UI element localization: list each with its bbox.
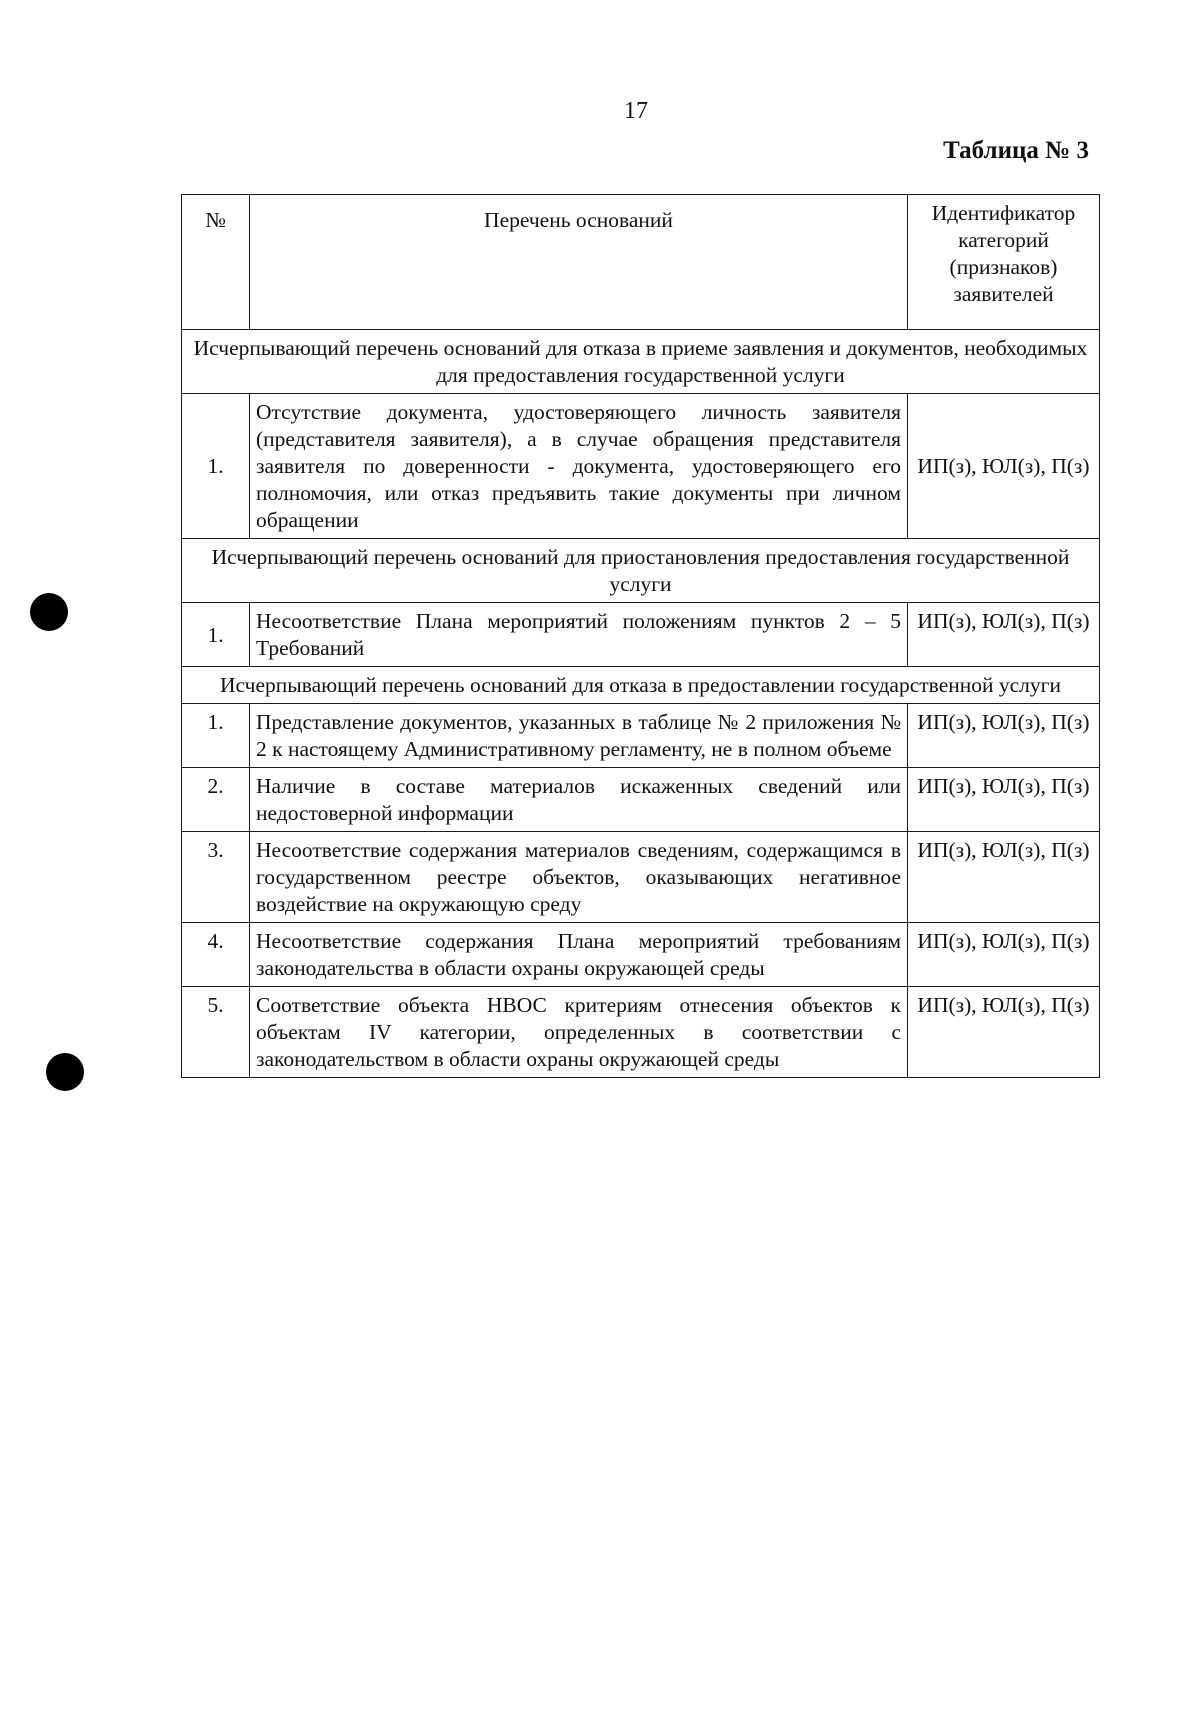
binder-hole <box>30 593 68 631</box>
section-title: Исчерпывающий перечень оснований для отказа в предоставлении государственной услуги <box>182 667 1100 704</box>
row-num: 1. <box>182 603 250 667</box>
row-identifier: ИП(з), ЮЛ(з), П(з) <box>908 394 1100 539</box>
header-num: № <box>182 195 250 330</box>
table-caption: Таблица № 3 <box>943 137 1089 164</box>
row-num: 2. <box>182 768 250 832</box>
row-identifier: ИП(з), ЮЛ(з), П(з) <box>908 768 1100 832</box>
row-text: Несоответствие Плана мероприятий положениям пунктов 2 – 5 Требований <box>250 603 908 667</box>
section-title: Исчерпывающий перечень оснований для приостановления предоставления государственной услуги <box>182 539 1100 603</box>
table-row <box>182 768 1100 832</box>
table-row <box>182 987 1100 1078</box>
row-text: Несоответствие содержания материалов сведениям, содержащимся в государственном реестре объектов, оказывающих негативное воздействие на окружающую среду <box>250 832 908 923</box>
row-num: 1. <box>182 704 250 768</box>
table-row <box>182 394 1100 539</box>
section-row <box>182 330 1100 394</box>
section-title: Исчерпывающий перечень оснований для отказа в приеме заявления и документов, необходимых для предоставления государственной услуги <box>182 330 1100 394</box>
section-row <box>182 667 1100 704</box>
row-text: Отсутствие документа, удостоверяющего личность заявителя (представителя заявителя), а в случае обращения представителя заявителя по доверенности - документа, удостоверяющего его полномочия, или отказ предъявить такие документы при личном обращении <box>250 394 908 539</box>
section-row <box>182 539 1100 603</box>
row-num: 5. <box>182 987 250 1078</box>
page-number: 17 <box>624 98 648 124</box>
table-row <box>182 603 1100 667</box>
row-text: Представление документов, указанных в таблице № 2 приложения № 2 к настоящему Административному регламенту, не в полном объеме <box>250 704 908 768</box>
table-row <box>182 923 1100 987</box>
row-num: 1. <box>182 394 250 539</box>
row-num: 3. <box>182 832 250 923</box>
row-identifier: ИП(з), ЮЛ(з), П(з) <box>908 923 1100 987</box>
table-row <box>182 704 1100 768</box>
header-grounds: Перечень оснований <box>250 195 908 330</box>
row-identifier: ИП(з), ЮЛ(з), П(з) <box>908 603 1100 667</box>
row-identifier: ИП(з), ЮЛ(з), П(з) <box>908 832 1100 923</box>
row-identifier: ИП(з), ЮЛ(з), П(з) <box>908 987 1100 1078</box>
row-identifier: ИП(з), ЮЛ(з), П(з) <box>908 704 1100 768</box>
table-row <box>182 832 1100 923</box>
grounds-table <box>181 194 1100 1078</box>
row-text: Несоответствие содержания Плана мероприятий требованиям законодательства в области охраны окружающей среды <box>250 923 908 987</box>
table-header-row <box>182 195 1100 330</box>
binder-hole <box>46 1053 84 1091</box>
row-text: Соответствие объекта НВОС критериям отнесения объектов к объектам IV категории, определенных в соответствии с законодательством в области охраны окружающей среды <box>250 987 908 1078</box>
header-identifier: Идентификатор категорий (признаков) заявителей <box>908 195 1100 330</box>
row-num: 4. <box>182 923 250 987</box>
row-text: Наличие в составе материалов искаженных сведений или недостоверной информации <box>250 768 908 832</box>
